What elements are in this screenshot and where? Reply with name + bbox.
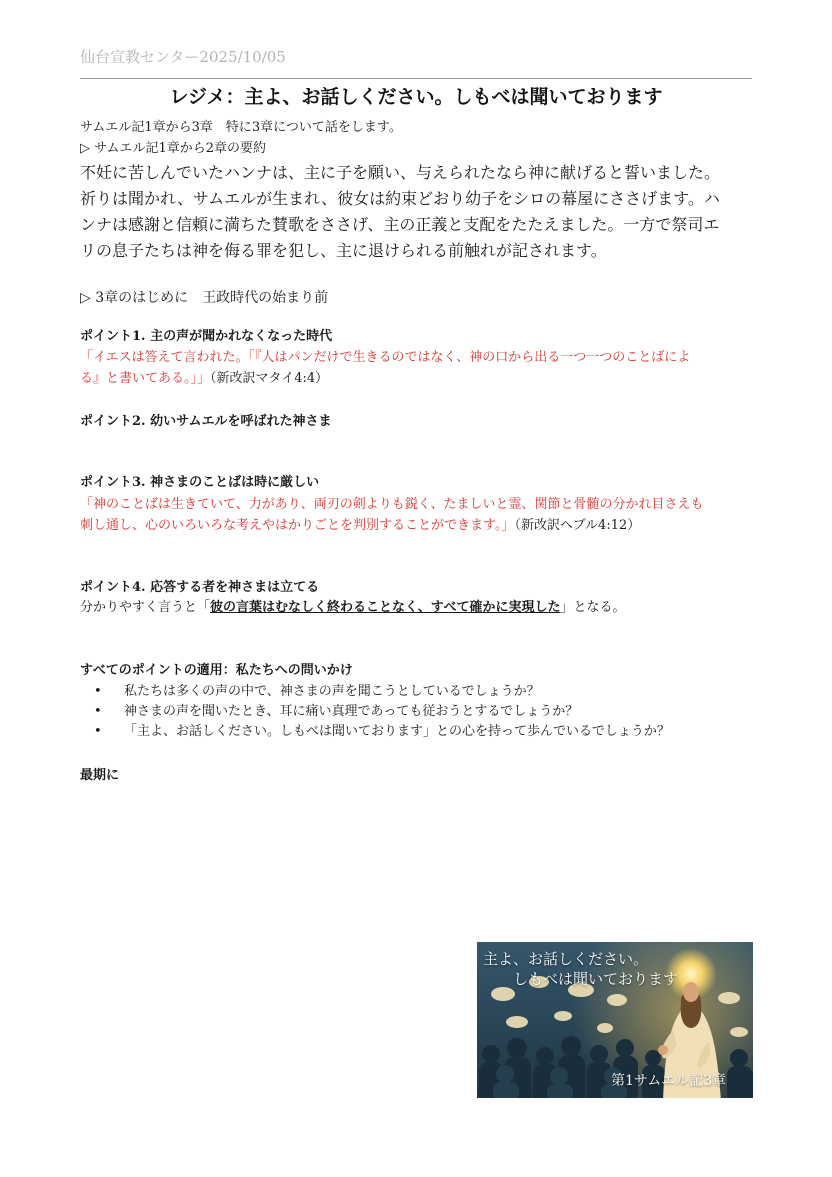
point-4-text-after: 」となる。 <box>560 600 626 615</box>
summary-line: ンナは感謝と信頼に満ちた賛歌をささげ、主の正義と支配をたたえました。一方で祭司エ <box>80 215 720 234</box>
illustration-caption: 第1サムエル記3章 <box>611 1073 727 1089</box>
application-list <box>80 682 760 742</box>
page-header: 仙台宣教センター2025/10/05 <box>80 48 286 66</box>
illustration-title-line: 主よ、お話しください。 <box>483 950 649 968</box>
application-title: すべてのポイントの適用：私たちへの問いかけ <box>80 663 353 678</box>
point-1-quote-line: 「イエスは答えて言われた。「『人はパンだけで生きるのではなく、神の口から出る一つ一つのことばによ <box>80 350 691 365</box>
header-rule <box>80 78 752 79</box>
point-4-title: ポイント4. 応答する者を神さまは立てる <box>80 580 320 595</box>
summary-heading: ▷ サムエル記1章から2章の要約 <box>80 141 267 156</box>
point-2-title: ポイント2. 幼いサムエルを呼ばれた神さま <box>80 414 332 429</box>
point-3-quote-line: 「神のことばは生きていて、力があり、両刃の剣よりも鋭く、たましいと霊、関節と骨髄の分かれ目さえも <box>80 497 704 512</box>
illustration-title-line: しもべは聞いております <box>513 970 679 988</box>
summary-line: リの息子たちは神を侮る罪を犯し、主に退けられる前触れが記されます。 <box>80 241 607 260</box>
point-3-title: ポイント3. 神さまのことばは時に厳しい <box>80 475 320 490</box>
closing-heading: 最期に <box>80 768 120 783</box>
point-4-text-before: 分かりやすく言うと「 <box>80 600 211 615</box>
point-1-title: ポイント1. 主の声が聞かれなくなった時代 <box>80 329 333 344</box>
point-4-emphasis: 彼の言葉はむなしく終わることなく、すべて確かに実現した <box>210 600 561 615</box>
list-item: • 私たちは多くの声の中で、神さまの声を聞こうとしているでしょうか？ <box>80 682 760 702</box>
list-item: • 「主よ、お話しください。しもべは聞いております」との心を持って歩んでいるでしょうか？ <box>80 722 760 742</box>
summary-paragraph <box>80 160 760 264</box>
intro-text: サムエル記1章から3章 特に3章について話をします。 <box>80 120 402 135</box>
summary-line: 不妊に苦しんでいたハンナは、主に子を願い、与えられたなら神に献げると誓いました。 <box>80 163 721 182</box>
point-1-reference: （新改訳マタイ4:4） <box>210 371 329 386</box>
list-item: • 神さまの声を聞いたとき、耳に痛い真理であっても従おうとするでしょうか？ <box>80 702 760 722</box>
point-3-quote-last <box>80 516 760 536</box>
chapter3-heading: ▷ 3章のはじめに 王政時代の始まり前 <box>80 290 329 306</box>
application-list-wrap <box>80 682 760 742</box>
point-1-quote-line: る』と書いてある。」」 <box>80 371 211 386</box>
sermon-illustration <box>477 942 753 1098</box>
point-3-reference: （新改訳ヘブル4:12） <box>514 518 641 533</box>
document-title: レジメ：主よ、お話しください。しもべは聞いております <box>169 86 663 108</box>
summary-line: 祈りは聞かれ、サムエルが生まれ、彼女は約束どおり幼子をシロの幕屋にささげます。ハ <box>80 189 720 208</box>
point-1-quote-last <box>80 369 760 389</box>
point-3-quote-line: 刺し通し、心のいろいろな考えやはかりごとを判別することができます。」 <box>80 518 515 533</box>
point-4-text <box>80 598 760 618</box>
